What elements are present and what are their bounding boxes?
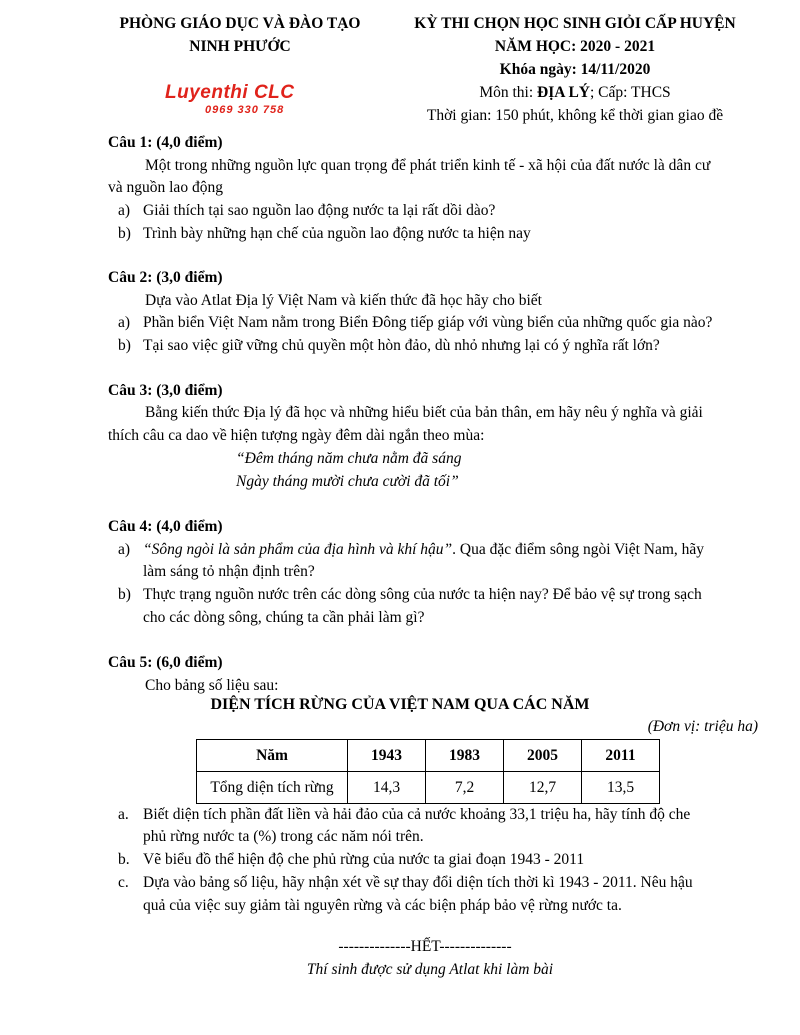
- q2-intro: Dựa vào Atlat Địa lý Việt Nam và kiến thức đã học hãy cho biết: [145, 292, 542, 309]
- table-unit: (Đơn vị: triệu ha): [647, 718, 758, 735]
- subject-line: [385, 82, 765, 104]
- q5-c-line1: Dựa vào bảng số liệu, hãy nhận xét về sự thay đổi diện tích thời kì 1943 - 2011. Nêu hậu: [143, 874, 693, 891]
- q5-a-line2: phủ rừng nước ta (%) trong các năm nói trên.: [143, 828, 424, 845]
- q5-a-marker: a.: [118, 806, 129, 823]
- q5-c-line2: quả của việc suy giảm tài nguyên rừng và các biện pháp bảo vệ rừng nước ta.: [143, 897, 622, 914]
- q3-intro-line1: Bằng kiến thức Địa lý đã học và những hiểu biết của bản thân, em hãy nêu ý nghĩa và giải: [145, 404, 703, 421]
- q4-b-marker: b): [118, 586, 131, 603]
- q5-b-text: Vẽ biểu đồ thể hiện độ che phủ rừng của nước ta giai đoạn 1943 - 2011: [143, 851, 585, 868]
- q2-b-marker: b): [118, 337, 131, 354]
- q5-title: Câu 5: (6,0 điểm): [108, 654, 223, 671]
- q1-intro-line2: và nguồn lao động: [108, 179, 223, 196]
- table-title: DIỆN TÍCH RỪNG CỦA VIỆT NAM QUA CÁC NĂM: [210, 696, 590, 713]
- q5-b-marker: b.: [118, 851, 130, 868]
- school-year: NĂM HỌC: 2020 - 2021: [494, 38, 656, 55]
- subject-prefix: Môn thi:: [479, 84, 538, 101]
- table-cell: 7,2: [426, 772, 504, 804]
- table-row: [197, 772, 660, 804]
- q5-intro: Cho bảng số liệu sau:: [145, 677, 279, 694]
- q5-c-marker: c.: [118, 874, 129, 891]
- q1-title: Câu 1: (4,0 điểm): [108, 134, 223, 151]
- q3-poem-line1: “Đêm tháng năm chưa nằm đã sáng: [236, 450, 462, 467]
- q3-intro-line2: thích câu ca dao về hiện tượng ngày đêm dài ngắn theo mùa:: [108, 427, 485, 444]
- footer-note: Thí sinh được sử dụng Atlat khi làm bài: [306, 961, 554, 978]
- subject-name: ĐỊA LÝ: [537, 84, 590, 101]
- table-header-cell: 2005: [504, 740, 582, 772]
- q4-a-line1: [143, 539, 760, 561]
- q1-intro-line1: Một trong những nguồn lực quan trọng để phát triển kinh tế - xã hội của đất nước là dân cư: [145, 157, 711, 174]
- exam-date: Khóa ngày: 14/11/2020: [499, 61, 651, 78]
- luyenthi-logo: [165, 82, 295, 121]
- exam-time: Thời gian: 150 phút, không kể thời gian giao đề: [426, 107, 724, 124]
- logo-text: Luyenthi CLC: [165, 82, 295, 103]
- q2-title: Câu 2: (3,0 điểm): [108, 269, 223, 286]
- q3-title: Câu 3: (3,0 điểm): [108, 382, 223, 399]
- table-cell: Tổng diện tích rừng: [197, 772, 348, 804]
- q3-poem-line2: Ngày tháng mười chưa cười đã tối”: [236, 473, 459, 490]
- exam-level: ; Cấp: THCS: [590, 84, 671, 101]
- table-cell: 13,5: [582, 772, 660, 804]
- table-header-cell: 1943: [348, 740, 426, 772]
- q1-b-marker: b): [118, 225, 131, 242]
- table-header-cell: 1983: [426, 740, 504, 772]
- department-name: PHÒNG GIÁO DỤC VÀ ĐÀO TẠO: [119, 15, 361, 32]
- q2-b-text: Tại sao việc giữ vững chủ quyền một hòn đảo, dù nhỏ nhưng lại có ý nghĩa rất lớn?: [143, 337, 660, 354]
- q4-a-rest: . Qua đặc điểm sông ngòi Việt Nam, hãy: [452, 541, 705, 558]
- q1-b-text: Trình bày những hạn chế của nguồn lao động nước ta hiện nay: [143, 225, 531, 242]
- table-cell: 12,7: [504, 772, 582, 804]
- q1-a-marker: a): [118, 202, 131, 219]
- table-header-row: [197, 740, 660, 772]
- table-header-cell: 2011: [582, 740, 660, 772]
- exam-title: KỲ THI CHỌN HỌC SINH GIỎI CẤP HUYỆN: [414, 15, 736, 32]
- q4-title: Câu 4: (4,0 điểm): [108, 518, 223, 535]
- q2-a-text: Phần biển Việt Nam nằm trong Biển Đông tiếp giáp với vùng biển của những quốc gia nào?: [143, 314, 713, 331]
- q4-a-line2: làm sáng tỏ nhận định trên?: [143, 563, 315, 580]
- q1-a-text: Giải thích tại sao nguồn lao động nước ta lại rất dồi dào?: [143, 202, 496, 219]
- end-marker: --------------HẾT--------------: [338, 938, 512, 955]
- q4-a-marker: a): [118, 541, 131, 558]
- q2-a-marker: a): [118, 314, 131, 331]
- q4-b-line1: Thực trạng nguồn nước trên các dòng sông của nước ta hiện nay? Để bảo vệ sự trong sạch: [143, 586, 702, 603]
- table-cell: 14,3: [348, 772, 426, 804]
- district-name: NINH PHƯỚC: [189, 38, 291, 55]
- forest-area-table: [196, 739, 660, 804]
- logo-phone: 0969 330 758: [205, 104, 285, 116]
- q4-b-line2: cho các dòng sông, chúng ta cần phải làm gì?: [143, 609, 425, 626]
- q4-a-quote: “Sông ngòi là sản phẩm của địa hình và khí hậu”: [143, 541, 453, 558]
- table-header-cell: Năm: [197, 740, 348, 772]
- q5-a-line1: Biết diện tích phần đất liền và hải đảo của cả nước khoảng 33,1 triệu ha, hãy tính độ che: [143, 806, 691, 823]
